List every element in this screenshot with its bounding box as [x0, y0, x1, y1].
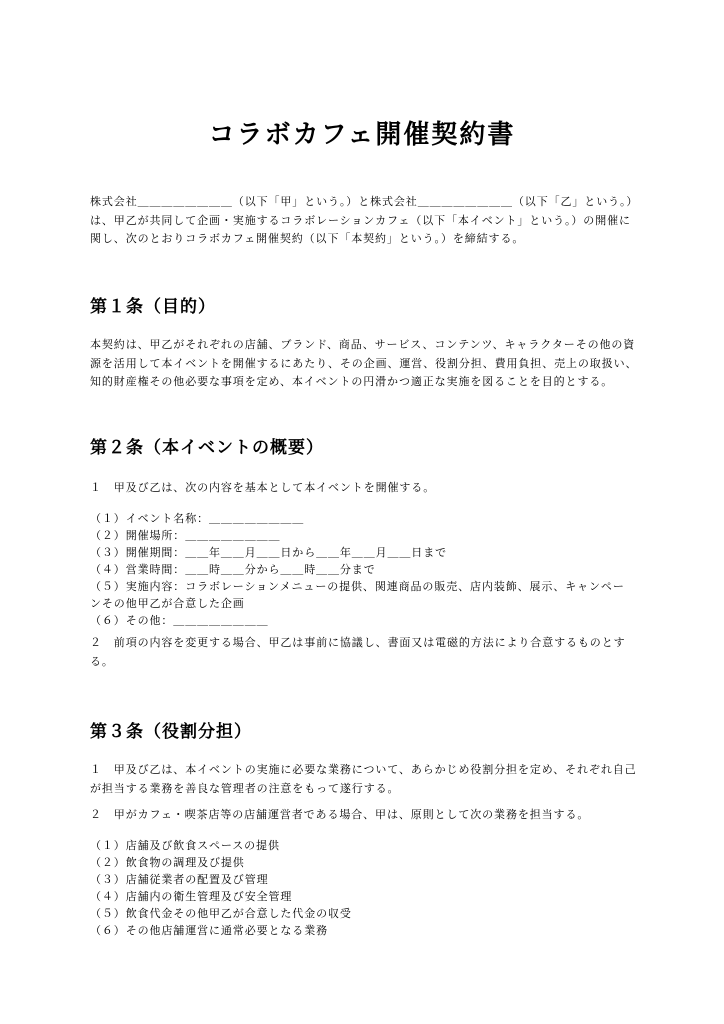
article-2-clause-2: ２ 前項の内容を変更する場合、甲乙は事前に協議し、書面又は電磁的方法により合意するものとする。 [90, 636, 626, 668]
list-item: （１）店舗及び飲食スペースの提供 [90, 839, 280, 852]
article-2-clause-1: １ 甲及び乙は、次の内容を基本として本イベントを開催する。 [90, 481, 436, 494]
article-3-item-list [90, 837, 650, 939]
list-item: （５）飲食代金その他甲乙が合意した代金の収受 [90, 907, 352, 920]
list-item: （２）飲食物の調理及び提供 [90, 856, 245, 869]
article-2-item-list [90, 510, 650, 629]
article-1-heading: 第１条（目的） [90, 297, 216, 317]
list-item: ンその他甲乙が合意した企画 [90, 597, 245, 610]
list-item: （５）実施内容：コラボレーションメニューの提供、関連商品の販売、店内装飾、展示、キャンペー [90, 580, 625, 593]
article-3-clause-2: ２ 甲がカフェ・喫茶店等の店舗運営者である場合、甲は、原則として次の業務を担当する。 [90, 808, 590, 821]
list-item: （６）その他店舗運営に通常必要となる業務 [90, 924, 328, 937]
list-item: （１）イベント名称：＿＿＿＿＿＿＿＿ [90, 512, 305, 525]
article-1-body: 本契約は、甲乙がそれぞれの店舗、ブランド、商品、サービス、コンテンツ、キャラクターその他の資源を活用して本イベントを開催するにあたり、その企画、運営、役割分担、費用負担、売上の取扱い、知的財産権その他必要な事項を定め、本イベントの円滑かつ適正な実施を図ることを目的とする。 [90, 338, 638, 388]
article-3-heading: 第３条（役割分担） [90, 722, 252, 742]
article-2-heading: 第２条（本イベントの概要） [90, 438, 324, 458]
article-3-clause-1: １ 甲及び乙は、本イベントの実施に必要な業務について、あらかじめ役割分担を定め、それぞれ自己が担当する業務を善良な管理者の注意をもって遂行する。 [90, 763, 637, 795]
document-title: コラボカフェ開催契約書 [208, 120, 516, 150]
preamble-paragraph: 株式会社＿＿＿＿＿＿＿＿（以下「甲」という。）と株式会社＿＿＿＿＿＿＿＿（以下「乙」という。）は、甲乙が共同して企画・実施するコラボレーションカフェ（以下「本イベント」という。）の開催に関し、次のとおりコラボカフェ開催契約（以下「本契約」という。）を締結する。 [90, 195, 633, 245]
list-item: （４）店舗内の衛生管理及び安全管理 [90, 890, 293, 903]
list-item: （２）開催場所：＿＿＿＿＿＿＿＿ [90, 529, 281, 542]
list-item: （３）店舗従業者の配置及び管理 [90, 873, 269, 886]
list-item: （６）その他：＿＿＿＿＿＿＿＿ [90, 614, 269, 627]
list-item: （４）営業時間：＿＿時＿＿分から＿＿時＿＿分まで [90, 563, 376, 576]
list-item: （３）開催期間：＿＿年＿＿月＿＿日から＿＿年＿＿月＿＿日まで [90, 546, 447, 559]
